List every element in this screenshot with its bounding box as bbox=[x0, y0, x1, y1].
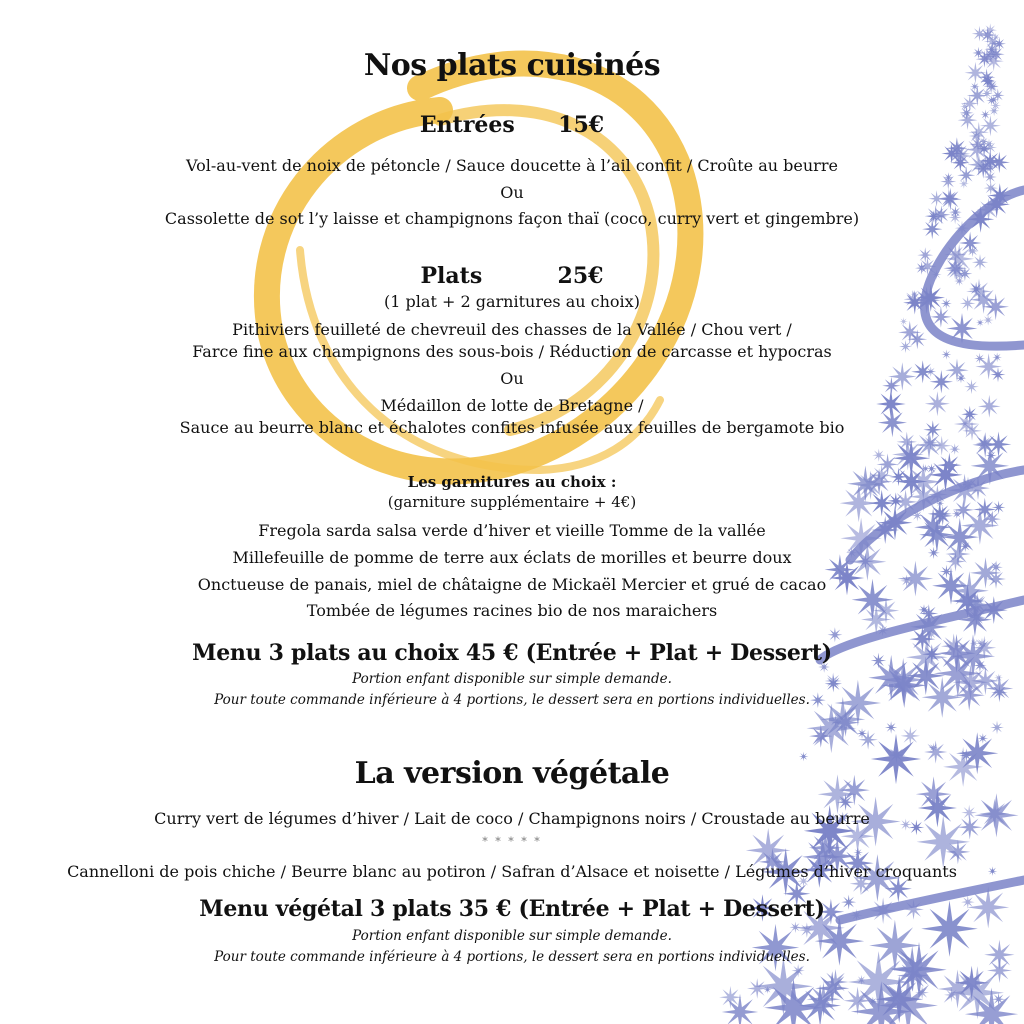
entrees-label: Entrées bbox=[419, 112, 515, 138]
menu-1-note-2: Pour toute commande inférieure à 4 portions, le dessert sera en portions individuelles. bbox=[214, 692, 810, 708]
tree-star bbox=[970, 136, 987, 153]
entrees-price: 15€ bbox=[558, 112, 605, 138]
menu-1-note-1: Portion enfant disponible sur simple demande. bbox=[352, 671, 672, 687]
vegetal-item-2: Cannelloni de pois chiche / Beurre blanc au potiron / Safran d’Alsace et noisette / Légumes d’hiver croquants bbox=[67, 862, 957, 881]
plats-price: 25€ bbox=[557, 263, 604, 289]
entree-item-1: Vol-au-vent de noix de pétoncle / Sauce doucette à l’ail confit / Croûte au beurre bbox=[186, 156, 838, 175]
menu-2-note-2: Pour toute commande inférieure à 4 portions, le dessert sera en portions individuelles. bbox=[214, 949, 810, 965]
entree-item-2: Cassolette de sot l’y laisse et champignons façon thaï (coco, curry vert et gingembre) bbox=[164, 209, 860, 228]
tree-star bbox=[938, 970, 977, 1009]
plat-item-2-line-2: Sauce au beurre blanc et échalotes confites infusée aux feuilles de bergamote bio bbox=[179, 418, 845, 437]
plat-item-1-line-1: Pithiviers feuilleté de chevreuil des chasses de la Vallée / Chou vert / bbox=[232, 320, 792, 339]
plats-heading bbox=[0, 263, 1024, 289]
tree-star bbox=[949, 443, 961, 455]
garnitures-note: (garniture supplémentaire + 4€) bbox=[387, 493, 637, 511]
garniture-item-1: Fregola sarda salsa verde d’hiver et vieille Tomme de la vallée bbox=[258, 521, 766, 540]
entrees-heading bbox=[0, 112, 1024, 138]
tree-star bbox=[932, 436, 952, 456]
plat-or: Ou bbox=[500, 369, 524, 388]
tree-star bbox=[917, 247, 933, 263]
tree-star bbox=[967, 245, 979, 257]
plat-item-2-line-1: Médaillon de lotte de Bretagne / bbox=[380, 396, 644, 415]
plats-subtitle: (1 plat + 2 garnitures au choix) bbox=[384, 292, 640, 311]
tree-star bbox=[978, 733, 989, 744]
tree-star bbox=[955, 966, 989, 1000]
plat-item-1-line-2: Farce fine aux champignons des sous-bois / Réduction de carcasse et hypocras bbox=[192, 342, 832, 361]
menu-2-note-1: Portion enfant disponible sur simple demande. bbox=[352, 928, 672, 944]
menu-2-title: Menu végétal 3 plats 35 € (Entrée + Plat + Dessert) bbox=[199, 896, 825, 922]
vegetal-title: La version végétale bbox=[354, 756, 670, 791]
tree-star bbox=[885, 721, 897, 733]
plats-label: Plats bbox=[420, 263, 483, 289]
entree-or: Ou bbox=[500, 183, 524, 202]
tree-star bbox=[792, 964, 805, 977]
garniture-item-3: Onctueuse de panais, miel de châtaigne de Mickaël Mercier et grué de cacao bbox=[197, 575, 827, 594]
vegetal-item-1: Curry vert de légumes d’hiver / Lait de coco / Champignons noirs / Croustade au beurre bbox=[154, 809, 870, 828]
tree-star bbox=[990, 721, 1004, 735]
garnitures-heading: Les garnitures au choix : bbox=[407, 473, 617, 491]
tree-star bbox=[901, 726, 920, 745]
page-title: Nos plats cuisinés bbox=[363, 48, 661, 83]
tree-star bbox=[972, 26, 988, 42]
tree-star bbox=[988, 82, 998, 92]
tree-star bbox=[991, 89, 1005, 103]
tree-star bbox=[986, 95, 996, 105]
garniture-item-4: Tombée de légumes racines bio de nos maraichers bbox=[306, 601, 718, 620]
vegetal-separator: * * * * * bbox=[482, 835, 542, 848]
menu-1-title: Menu 3 plats au choix 45 € (Entrée + Plat + Dessert) bbox=[192, 640, 832, 666]
tree-star bbox=[747, 978, 768, 999]
tree-star bbox=[807, 982, 841, 1016]
garniture-item-2: Millefeuille de pomme de terre aux éclats de morilles et beurre doux bbox=[232, 548, 792, 567]
tree-star bbox=[976, 435, 992, 451]
